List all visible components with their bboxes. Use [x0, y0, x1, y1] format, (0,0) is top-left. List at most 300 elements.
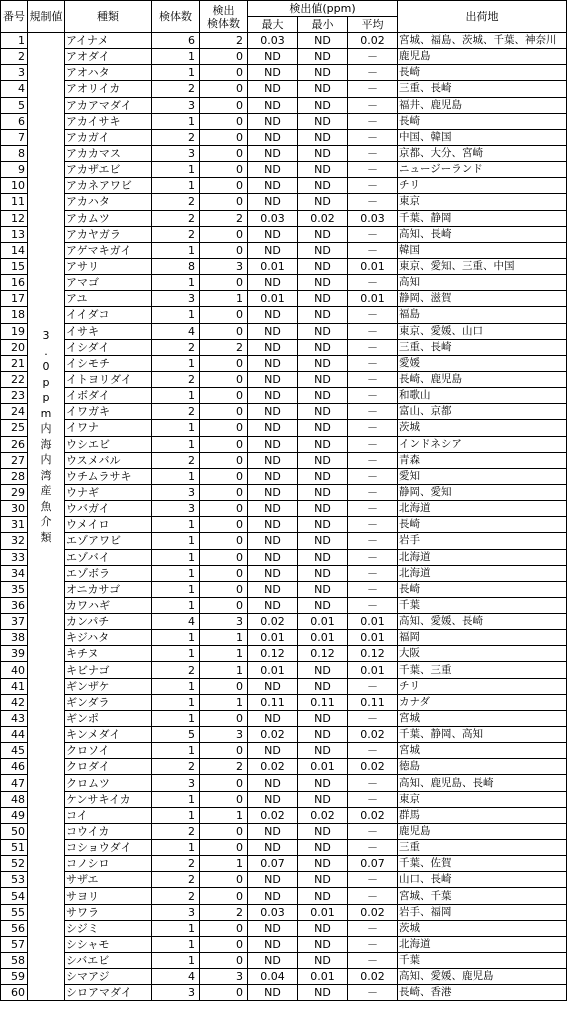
cell-detected: 0: [200, 452, 248, 468]
cell-shipping: 福岡: [398, 630, 567, 646]
cell-shipping: 長崎: [398, 517, 567, 533]
cell-min: 0.01: [298, 614, 348, 630]
cell-avg: 0.02: [348, 727, 398, 743]
cell-detected: 0: [200, 145, 248, 161]
cell-no: 60: [1, 985, 28, 1001]
cell-samples: 2: [152, 129, 200, 145]
cell-no: 15: [1, 258, 28, 274]
cell-no: 42: [1, 694, 28, 710]
cell-no: 44: [1, 727, 28, 743]
cell-shipping: 愛媛: [398, 355, 567, 371]
cell-max: ND: [248, 823, 298, 839]
regulation-char: 産: [40, 484, 52, 498]
cell-max: ND: [248, 936, 298, 952]
cell-samples: 1: [152, 581, 200, 597]
cell-avg: －: [348, 678, 398, 694]
cell-min: ND: [298, 49, 348, 65]
cell-max: ND: [248, 194, 298, 210]
cell-shipping: 高知: [398, 275, 567, 291]
cell-species: アサリ: [65, 258, 152, 274]
table-row: [1, 339, 567, 355]
cell-max: ND: [248, 420, 298, 436]
cell-avg: －: [348, 791, 398, 807]
cell-max: ND: [248, 549, 298, 565]
table-row: [1, 355, 567, 371]
cell-shipping: 中国、韓国: [398, 129, 567, 145]
cell-samples: 1: [152, 936, 200, 952]
cell-samples: 2: [152, 371, 200, 387]
cell-samples: 3: [152, 985, 200, 1001]
cell-avg: －: [348, 307, 398, 323]
cell-no: 57: [1, 936, 28, 952]
cell-samples: 1: [152, 646, 200, 662]
cell-species: コイ: [65, 807, 152, 823]
cell-species: イトヨリダイ: [65, 371, 152, 387]
cell-shipping: 千葉、三重: [398, 662, 567, 678]
cell-min: ND: [298, 565, 348, 581]
cell-detected: 1: [200, 662, 248, 678]
cell-samples: 1: [152, 597, 200, 613]
table-row: [1, 888, 567, 904]
cell-avg: －: [348, 501, 398, 517]
cell-avg: －: [348, 355, 398, 371]
cell-max: 0.03: [248, 33, 298, 49]
cell-species: サザエ: [65, 872, 152, 888]
cell-shipping: 群馬: [398, 807, 567, 823]
cell-avg: －: [348, 420, 398, 436]
cell-min: ND: [298, 291, 348, 307]
cell-samples: 1: [152, 242, 200, 258]
cell-no: 22: [1, 371, 28, 387]
cell-avg: －: [348, 953, 398, 969]
cell-min: ND: [298, 388, 348, 404]
cell-max: 0.02: [248, 759, 298, 775]
cell-detected: 0: [200, 404, 248, 420]
table-row: [1, 759, 567, 775]
cell-no: 5: [1, 97, 28, 113]
cell-avg: －: [348, 65, 398, 81]
cell-shipping: 高知、鹿児島、長崎: [398, 775, 567, 791]
cell-max: ND: [248, 162, 298, 178]
cell-min: ND: [298, 145, 348, 161]
cell-shipping: 青森: [398, 452, 567, 468]
cell-detected: 1: [200, 291, 248, 307]
cell-no: 51: [1, 840, 28, 856]
cell-avg: －: [348, 484, 398, 500]
cell-min: ND: [298, 936, 348, 952]
cell-no: 10: [1, 178, 28, 194]
cell-no: 54: [1, 888, 28, 904]
table-row: [1, 565, 567, 581]
cell-shipping: インドネシア: [398, 436, 567, 452]
cell-shipping: 北海道: [398, 549, 567, 565]
cell-avg: －: [348, 436, 398, 452]
cell-avg: －: [348, 404, 398, 420]
table-row: [1, 307, 567, 323]
cell-samples: 3: [152, 775, 200, 791]
cell-min: ND: [298, 436, 348, 452]
cell-max: ND: [248, 226, 298, 242]
cell-min: ND: [298, 840, 348, 856]
cell-samples: 1: [152, 468, 200, 484]
header-min: 最小: [298, 17, 348, 33]
cell-avg: －: [348, 581, 398, 597]
table-row: [1, 581, 567, 597]
cell-min: ND: [298, 178, 348, 194]
cell-avg: －: [348, 840, 398, 856]
cell-no: 36: [1, 597, 28, 613]
cell-detected: 2: [200, 759, 248, 775]
cell-avg: 0.02: [348, 807, 398, 823]
cell-avg: －: [348, 533, 398, 549]
cell-no: 17: [1, 291, 28, 307]
cell-avg: －: [348, 97, 398, 113]
cell-samples: 1: [152, 388, 200, 404]
cell-max: ND: [248, 436, 298, 452]
cell-min: ND: [298, 404, 348, 420]
cell-samples: 5: [152, 727, 200, 743]
cell-max: 0.01: [248, 630, 298, 646]
cell-shipping: 長崎: [398, 581, 567, 597]
cell-max: ND: [248, 242, 298, 258]
cell-species: シシャモ: [65, 936, 152, 952]
cell-detected: 0: [200, 242, 248, 258]
table-row: [1, 775, 567, 791]
table-row: [1, 388, 567, 404]
table-row: [1, 420, 567, 436]
table-row: [1, 145, 567, 161]
cell-no: 53: [1, 872, 28, 888]
cell-detected: 0: [200, 307, 248, 323]
cell-min: ND: [298, 888, 348, 904]
cell-detected: 0: [200, 468, 248, 484]
cell-species: サワラ: [65, 904, 152, 920]
cell-species: ケンサキイカ: [65, 791, 152, 807]
cell-species: シジミ: [65, 920, 152, 936]
cell-detected: 0: [200, 113, 248, 129]
table-row: [1, 678, 567, 694]
cell-samples: 1: [152, 953, 200, 969]
cell-shipping: 千葉: [398, 597, 567, 613]
cell-species: ウチムラサキ: [65, 468, 152, 484]
cell-no: 7: [1, 129, 28, 145]
cell-detected: 2: [200, 210, 248, 226]
cell-no: 46: [1, 759, 28, 775]
cell-samples: 2: [152, 339, 200, 355]
cell-detected: 0: [200, 226, 248, 242]
cell-species: アマゴ: [65, 275, 152, 291]
cell-avg: －: [348, 162, 398, 178]
cell-no: 48: [1, 791, 28, 807]
cell-no: 3: [1, 65, 28, 81]
cell-no: 27: [1, 452, 28, 468]
cell-detected: 0: [200, 65, 248, 81]
table-row: [1, 904, 567, 920]
cell-avg: 0.01: [348, 258, 398, 274]
cell-shipping: 東京: [398, 194, 567, 210]
cell-detected: 1: [200, 646, 248, 662]
cell-no: 16: [1, 275, 28, 291]
cell-avg: －: [348, 872, 398, 888]
cell-min: ND: [298, 65, 348, 81]
cell-detected: 3: [200, 727, 248, 743]
table-row: [1, 920, 567, 936]
cell-avg: －: [348, 517, 398, 533]
cell-min: ND: [298, 468, 348, 484]
cell-detected: 0: [200, 743, 248, 759]
cell-avg: －: [348, 242, 398, 258]
regulation-char: 0: [42, 360, 50, 374]
cell-avg: －: [348, 371, 398, 387]
cell-samples: 1: [152, 307, 200, 323]
cell-detected: 3: [200, 969, 248, 985]
cell-detected: 0: [200, 791, 248, 807]
cell-samples: 2: [152, 404, 200, 420]
cell-species: アカムツ: [65, 210, 152, 226]
cell-samples: 3: [152, 501, 200, 517]
cell-avg: －: [348, 985, 398, 1001]
cell-no: 18: [1, 307, 28, 323]
cell-shipping: 千葉、静岡、高知: [398, 727, 567, 743]
cell-detected: 0: [200, 49, 248, 65]
cell-species: ギンザケ: [65, 678, 152, 694]
cell-max: ND: [248, 484, 298, 500]
cell-species: カワハギ: [65, 597, 152, 613]
cell-shipping: 山口、長崎: [398, 872, 567, 888]
table-row: [1, 969, 567, 985]
cell-species: サヨリ: [65, 888, 152, 904]
header-detection-value: 検出値(ppm): [248, 1, 398, 17]
table-row: [1, 985, 567, 1001]
cell-min: ND: [298, 743, 348, 759]
cell-samples: 1: [152, 533, 200, 549]
table-row: [1, 436, 567, 452]
cell-max: ND: [248, 468, 298, 484]
cell-avg: －: [348, 194, 398, 210]
cell-species: アオダイ: [65, 49, 152, 65]
table-row: [1, 452, 567, 468]
cell-no: 33: [1, 549, 28, 565]
cell-max: 0.02: [248, 614, 298, 630]
cell-detected: 0: [200, 275, 248, 291]
cell-no: 14: [1, 242, 28, 258]
table-row: [1, 501, 567, 517]
cell-detected: 0: [200, 129, 248, 145]
cell-shipping: 三重: [398, 840, 567, 856]
cell-detected: 0: [200, 162, 248, 178]
cell-shipping: 三重、長崎: [398, 339, 567, 355]
cell-samples: 1: [152, 178, 200, 194]
cell-species: ウナギ: [65, 484, 152, 500]
cell-min: ND: [298, 226, 348, 242]
cell-detected: 0: [200, 888, 248, 904]
cell-detected: 2: [200, 33, 248, 49]
cell-max: ND: [248, 872, 298, 888]
regulation-char: .: [44, 344, 48, 358]
cell-shipping: 千葉、静岡: [398, 210, 567, 226]
cell-no: 25: [1, 420, 28, 436]
cell-no: 1: [1, 33, 28, 49]
cell-detected: 0: [200, 581, 248, 597]
cell-min: ND: [298, 33, 348, 49]
cell-max: 0.02: [248, 807, 298, 823]
cell-shipping: 北海道: [398, 936, 567, 952]
cell-no: 41: [1, 678, 28, 694]
cell-detected: 0: [200, 501, 248, 517]
cell-samples: 2: [152, 759, 200, 775]
cell-samples: 1: [152, 565, 200, 581]
table-row: [1, 694, 567, 710]
cell-no: 35: [1, 581, 28, 597]
cell-avg: －: [348, 775, 398, 791]
cell-min: ND: [298, 371, 348, 387]
cell-species: イボダイ: [65, 388, 152, 404]
cell-samples: 3: [152, 484, 200, 500]
cell-min: 0.12: [298, 646, 348, 662]
cell-samples: 1: [152, 113, 200, 129]
cell-no: 11: [1, 194, 28, 210]
cell-detected: 0: [200, 872, 248, 888]
cell-no: 43: [1, 710, 28, 726]
cell-max: ND: [248, 533, 298, 549]
table-row: [1, 113, 567, 129]
cell-no: 19: [1, 323, 28, 339]
cell-samples: 2: [152, 194, 200, 210]
cell-min: ND: [298, 791, 348, 807]
cell-max: ND: [248, 840, 298, 856]
cell-species: エゾバイ: [65, 549, 152, 565]
cell-max: 0.07: [248, 856, 298, 872]
table-row: [1, 323, 567, 339]
cell-samples: 1: [152, 420, 200, 436]
cell-min: ND: [298, 597, 348, 613]
cell-species: イワガキ: [65, 404, 152, 420]
cell-max: ND: [248, 323, 298, 339]
regulation-char: m: [40, 406, 52, 420]
table-row: [1, 743, 567, 759]
cell-avg: －: [348, 468, 398, 484]
cell-detected: 0: [200, 323, 248, 339]
cell-species: イワナ: [65, 420, 152, 436]
cell-max: ND: [248, 81, 298, 97]
cell-detected: 0: [200, 597, 248, 613]
cell-no: 37: [1, 614, 28, 630]
cell-shipping: 北海道: [398, 565, 567, 581]
cell-max: ND: [248, 791, 298, 807]
table-row: [1, 630, 567, 646]
cell-shipping: チリ: [398, 178, 567, 194]
cell-species: コショウダイ: [65, 840, 152, 856]
cell-shipping: 長崎: [398, 113, 567, 129]
regulation-char: 海: [40, 437, 52, 451]
cell-max: ND: [248, 953, 298, 969]
table-row: [1, 178, 567, 194]
cell-avg: 0.02: [348, 969, 398, 985]
cell-species: アカハタ: [65, 194, 152, 210]
cell-no: 28: [1, 468, 28, 484]
cell-avg: －: [348, 323, 398, 339]
cell-max: ND: [248, 517, 298, 533]
table-row: [1, 662, 567, 678]
table-row: [1, 226, 567, 242]
cell-max: ND: [248, 355, 298, 371]
cell-avg: 0.11: [348, 694, 398, 710]
table-row: [1, 791, 567, 807]
cell-min: ND: [298, 678, 348, 694]
cell-species: アカネアワビ: [65, 178, 152, 194]
cell-species: エゾアワビ: [65, 533, 152, 549]
cell-shipping: 東京: [398, 791, 567, 807]
cell-samples: 4: [152, 323, 200, 339]
cell-detected: 0: [200, 840, 248, 856]
cell-min: ND: [298, 727, 348, 743]
cell-shipping: 静岡、愛知: [398, 484, 567, 500]
cell-no: 58: [1, 953, 28, 969]
cell-min: ND: [298, 194, 348, 210]
header-no: 番号: [1, 1, 28, 33]
cell-min: ND: [298, 920, 348, 936]
cell-samples: 1: [152, 710, 200, 726]
cell-samples: 2: [152, 210, 200, 226]
cell-species: アオハタ: [65, 65, 152, 81]
cell-min: 0.01: [298, 904, 348, 920]
cell-no: 21: [1, 355, 28, 371]
cell-species: シロアマダイ: [65, 985, 152, 1001]
cell-detected: 0: [200, 823, 248, 839]
cell-shipping: 高知、愛媛、鹿児島: [398, 969, 567, 985]
table-row: [1, 129, 567, 145]
cell-species: ウシエビ: [65, 436, 152, 452]
cell-min: ND: [298, 953, 348, 969]
header-shipping: 出荷地: [398, 1, 567, 33]
cell-species: アオリイカ: [65, 81, 152, 97]
cell-max: ND: [248, 371, 298, 387]
regulation-value-cell: [28, 33, 65, 1001]
table-row: [1, 81, 567, 97]
cell-max: 0.01: [248, 258, 298, 274]
cell-min: ND: [298, 323, 348, 339]
cell-avg: －: [348, 710, 398, 726]
regulation-char: 魚: [40, 499, 52, 513]
cell-species: クロダイ: [65, 759, 152, 775]
cell-min: ND: [298, 549, 348, 565]
cell-no: 2: [1, 49, 28, 65]
cell-min: ND: [298, 775, 348, 791]
cell-max: ND: [248, 113, 298, 129]
table-row: [1, 484, 567, 500]
cell-avg: 0.02: [348, 904, 398, 920]
cell-detected: 0: [200, 985, 248, 1001]
table-row: [1, 710, 567, 726]
regulation-char: 内: [40, 453, 52, 467]
cell-avg: 0.02: [348, 33, 398, 49]
cell-no: 20: [1, 339, 28, 355]
cell-max: ND: [248, 178, 298, 194]
cell-detected: 0: [200, 775, 248, 791]
cell-species: アカカマス: [65, 145, 152, 161]
cell-min: ND: [298, 113, 348, 129]
cell-no: 30: [1, 501, 28, 517]
cell-species: キチヌ: [65, 646, 152, 662]
table-row: [1, 533, 567, 549]
table-row: [1, 597, 567, 613]
cell-max: ND: [248, 743, 298, 759]
regulation-char: p: [42, 391, 50, 405]
cell-shipping: 静岡、滋賀: [398, 291, 567, 307]
table-row: [1, 517, 567, 533]
cell-min: 0.11: [298, 694, 348, 710]
cell-shipping: ニュージーランド: [398, 162, 567, 178]
